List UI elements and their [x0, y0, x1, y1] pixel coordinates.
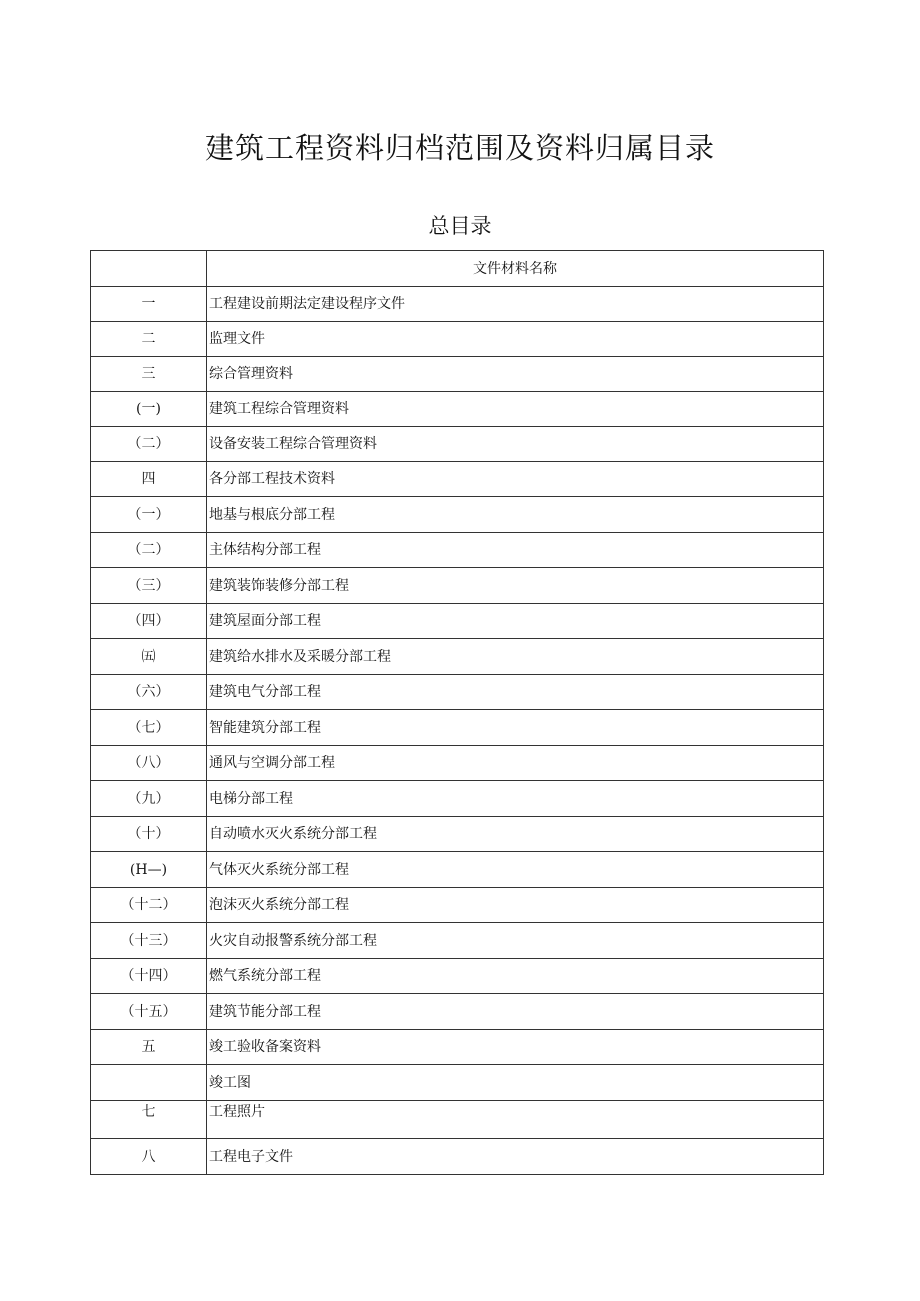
row-name: 工程电子文件 — [207, 1139, 824, 1175]
row-index: 一 — [91, 287, 207, 322]
table-row — [91, 497, 824, 533]
header-name-cell: 文件材料名称 — [207, 251, 824, 287]
row-name: 工程照片 — [207, 1101, 824, 1139]
table-row — [91, 781, 824, 817]
table-row — [91, 392, 824, 427]
row-name: 电梯分部工程 — [207, 781, 824, 817]
document-title: 建筑工程资料归档范围及资料归属目录 — [204, 131, 715, 165]
row-index: 五 — [91, 1030, 207, 1065]
row-name: 泡沫灭火系统分部工程 — [207, 888, 824, 923]
table-row — [91, 462, 824, 497]
row-name: 气体灭火系统分部工程 — [207, 852, 824, 888]
catalog-table — [90, 250, 824, 1175]
table-row — [91, 959, 824, 994]
table-row — [91, 322, 824, 357]
row-name: 建筑给水排水及采暖分部工程 — [207, 639, 824, 675]
row-name: 监理文件 — [207, 322, 824, 357]
table-header-row — [91, 251, 824, 287]
row-name: 建筑工程综合管理资料 — [207, 392, 824, 427]
table-row — [91, 1030, 824, 1065]
row-index: 七 — [91, 1101, 207, 1139]
row-name: 工程建设前期法定建设程序文件 — [207, 287, 824, 322]
table-row — [91, 817, 824, 852]
table-row — [91, 994, 824, 1030]
table-row — [91, 533, 824, 568]
row-index: 八 — [91, 1139, 207, 1175]
table-row — [91, 852, 824, 888]
row-name: 各分部工程技术资料 — [207, 462, 824, 497]
table-row — [91, 710, 824, 746]
row-index: （二） — [91, 533, 207, 568]
row-name: 综合管理资料 — [207, 357, 824, 392]
table-row — [91, 675, 824, 710]
row-index: （七） — [91, 710, 207, 746]
table-row — [91, 1139, 824, 1175]
row-index: （十） — [91, 817, 207, 852]
row-name: 通风与空调分部工程 — [207, 746, 824, 781]
table-row — [91, 639, 824, 675]
table-row — [91, 746, 824, 781]
table-row — [91, 1065, 824, 1101]
row-index: （八） — [91, 746, 207, 781]
row-index: (一) — [91, 392, 207, 427]
row-index: 二 — [91, 322, 207, 357]
row-name: 建筑屋面分部工程 — [207, 604, 824, 639]
row-index: (H—) — [91, 852, 207, 888]
header-index-cell — [91, 251, 207, 287]
row-name: 竣工图 — [207, 1065, 824, 1101]
row-index: （四） — [91, 604, 207, 639]
row-name: 火灾自动报警系统分部工程 — [207, 923, 824, 959]
row-index: （九） — [91, 781, 207, 817]
table-row — [91, 568, 824, 604]
table-row — [91, 287, 824, 322]
table-row — [91, 1101, 824, 1139]
row-name: 建筑装饰装修分部工程 — [207, 568, 824, 604]
table-row — [91, 604, 824, 639]
row-index: （二） — [91, 427, 207, 462]
row-index — [91, 1065, 207, 1101]
row-index: （十三） — [91, 923, 207, 959]
row-name: 地基与根底分部工程 — [207, 497, 824, 533]
row-name: 设备安装工程综合管理资料 — [207, 427, 824, 462]
row-name: 建筑节能分部工程 — [207, 994, 824, 1030]
row-index: 四 — [91, 462, 207, 497]
row-index: （一） — [91, 497, 207, 533]
table-row — [91, 888, 824, 923]
row-index: （十四） — [91, 959, 207, 994]
row-index: 三 — [91, 357, 207, 392]
row-name: 燃气系统分部工程 — [207, 959, 824, 994]
row-name: 建筑电气分部工程 — [207, 675, 824, 710]
row-index: （十五） — [91, 994, 207, 1030]
row-index: （六） — [91, 675, 207, 710]
document-subtitle: 总目录 — [428, 214, 492, 238]
row-index: （三） — [91, 568, 207, 604]
row-name: 智能建筑分部工程 — [207, 710, 824, 746]
row-name: 主体结构分部工程 — [207, 533, 824, 568]
table-row — [91, 923, 824, 959]
table-row — [91, 357, 824, 392]
table-row — [91, 427, 824, 462]
row-name: 自动喷水灭火系统分部工程 — [207, 817, 824, 852]
row-name: 竣工验收备案资料 — [207, 1030, 824, 1065]
row-index: ㈤ — [91, 639, 207, 675]
row-index: （十二） — [91, 888, 207, 923]
